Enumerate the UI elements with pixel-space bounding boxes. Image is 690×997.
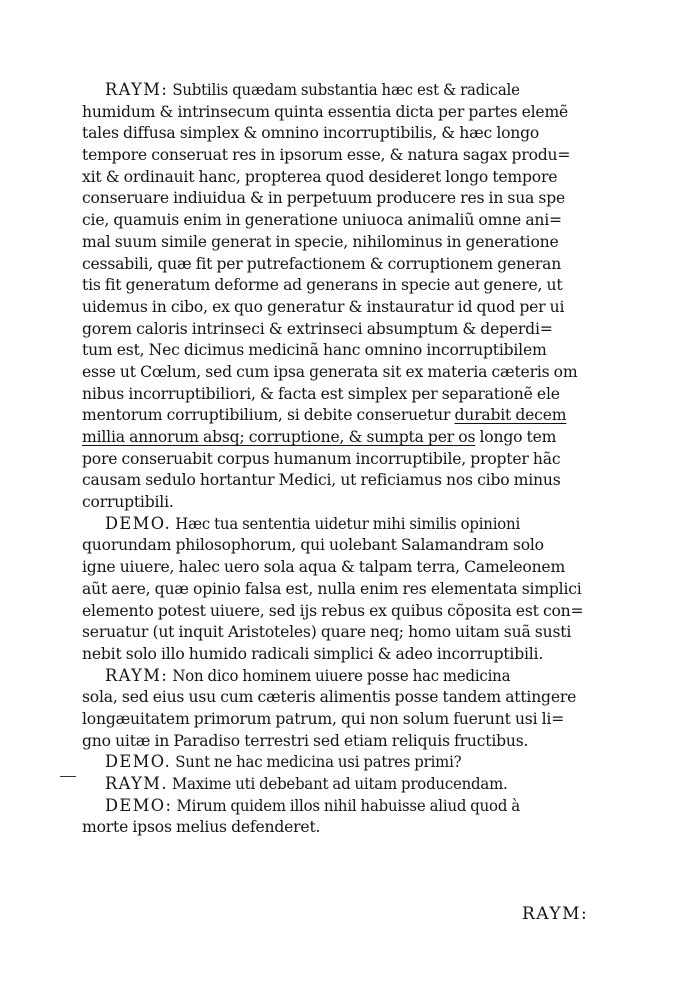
text-line [82,340,627,362]
text-line [82,188,627,210]
line-text: cessabili, quæ fit per putrefactionem & corruptionem generan [82,254,562,273]
text-line [82,232,627,254]
line-text: mal suum simile generat in specie, nihilominus in generatione [82,232,559,251]
line-text: Sunt ne hac medicina usi patres primi? [175,753,462,772]
text-line [82,514,603,536]
line-text: longæuitatem primorum patrum, qui non solum fuerunt usi li= [82,709,565,728]
line-text: xit & ordinauit hanc, propterea quod desideret longo tempore [82,167,558,186]
line-text: longo tem [479,428,557,446]
text-line [82,535,627,557]
text-line [82,297,627,319]
catchword: RAYM: [522,904,589,924]
line-text: cie, quamuis enim in generatione uniuoca animaliũ omne ani= [82,211,562,230]
line-text: Subtilis quædam substantia hæc est & radicale [172,81,520,99]
line-text: tum est, Nec dicimus medicinã hanc omnino incorruptibilem [82,341,547,360]
line-text: nebit solo illo humido radicali simplici & adeo incorruptibili. [82,644,544,663]
text-line [82,796,603,818]
line-text: conseruare indiuidua & in perpetuum producere res in sua spe [82,189,566,208]
line-text: nibus incorruptibiliori, & facta est simplex per separationẽ ele [82,384,560,403]
text-line [82,492,627,514]
text-line [82,817,627,839]
text-line [82,666,603,688]
line-text: Mirum quidem illos nihil habuisse aliud quod à [176,796,520,815]
line-text: Non dico hominem uiuere posse hac medicina [172,666,511,685]
underlined-text: millia annorum absq; corruptione, & sumpta per os [82,428,476,446]
text-line [82,774,603,796]
text-line [82,557,627,579]
text-line [82,362,627,384]
line-text: gno uitæ in Paradiso terrestri sed etiam reliquis fructibus. [82,731,529,750]
text-line [82,123,627,145]
text-line [82,622,627,644]
text-line [82,80,603,102]
line-text: morte ipsos melius defenderet. [82,818,321,837]
line-text: seruatur (ut inquit Aristoteles) quare neq; homo uitam suã susti [82,623,572,642]
text-line [82,210,627,232]
line-text: quorundam philosophorum, qui uolebant Salamandram solo [82,536,544,555]
line-text: mentorum corruptibilium, si debite conseruetur [82,406,451,425]
text-line [82,579,627,601]
text-line [82,752,603,774]
line-text: elemento potest uiuere, sed ijs rebus ex quibus cõposita est con= [82,601,584,620]
margin-mark [60,776,76,777]
underlined-text: durabit decem [454,406,567,425]
speaker-label: RAYM: [104,80,169,100]
text-line [82,449,627,471]
line-text: Hæc tua sententia uidetur mihi similis opinioni [175,514,521,533]
speaker-label: DEMO: [104,795,173,816]
text-line [82,644,627,666]
text-line [82,145,627,167]
text-line [82,470,627,492]
text-line [82,102,627,124]
text-line [82,384,627,406]
text-line [82,254,627,276]
line-text: corruptibili. [82,493,174,512]
line-text: Maxime uti debebant ad uitam producendam. [172,775,508,793]
text-line [82,275,627,297]
line-text: tis fit generatum deforme ad generans in specie aut genere, ut [82,276,563,295]
line-text: gorem caloris intrinseci & extrinseci absumptum & deperdi= [82,319,553,338]
line-text: uidemus in cibo, ex quo generatur & instauratur id quod per ui [82,297,565,316]
line-text: sola, sed eius usu cum cæteris alimentis posse tandem attingere [82,688,577,707]
text-line [82,167,627,189]
line-text: igne uiuere, halec uero sola aqua & talpam terra, Cameleonem [82,558,566,577]
page-text-block [82,80,627,839]
line-text: esse ut Cœlum, sed cum ipsa generata sit ex materia cæteris om [82,362,578,381]
text-line [82,687,627,709]
line-text: aũt aere, quæ opinio falsa est, nulla enim res elementata simplici [82,579,582,598]
text-line [82,709,627,731]
text-line [82,319,627,341]
speaker-label: DEMO. [104,513,172,534]
line-text: humidum & intrinsecum quinta essentia dicta per partes elemẽ [82,102,569,121]
speaker-label: DEMO. [104,752,172,773]
text-line [82,427,627,449]
text-line [82,731,627,753]
speaker-label: RAYM: [104,665,169,686]
line-text: tales diffusa simplex & omnino incorruptibilis, & hæc longo [82,124,540,143]
line-text: tempore conseruat res in ipsorum esse, & natura sagax produ= [82,146,571,165]
speaker-label: RAYM. [104,774,168,794]
line-text: causam sedulo hortantur Medici, ut reficiamus nos cibo minus [82,471,561,490]
text-line [82,601,627,623]
line-text: pore conseruabit corpus humanum incorruptibile, propter hãc [82,449,561,468]
text-line [82,405,627,427]
